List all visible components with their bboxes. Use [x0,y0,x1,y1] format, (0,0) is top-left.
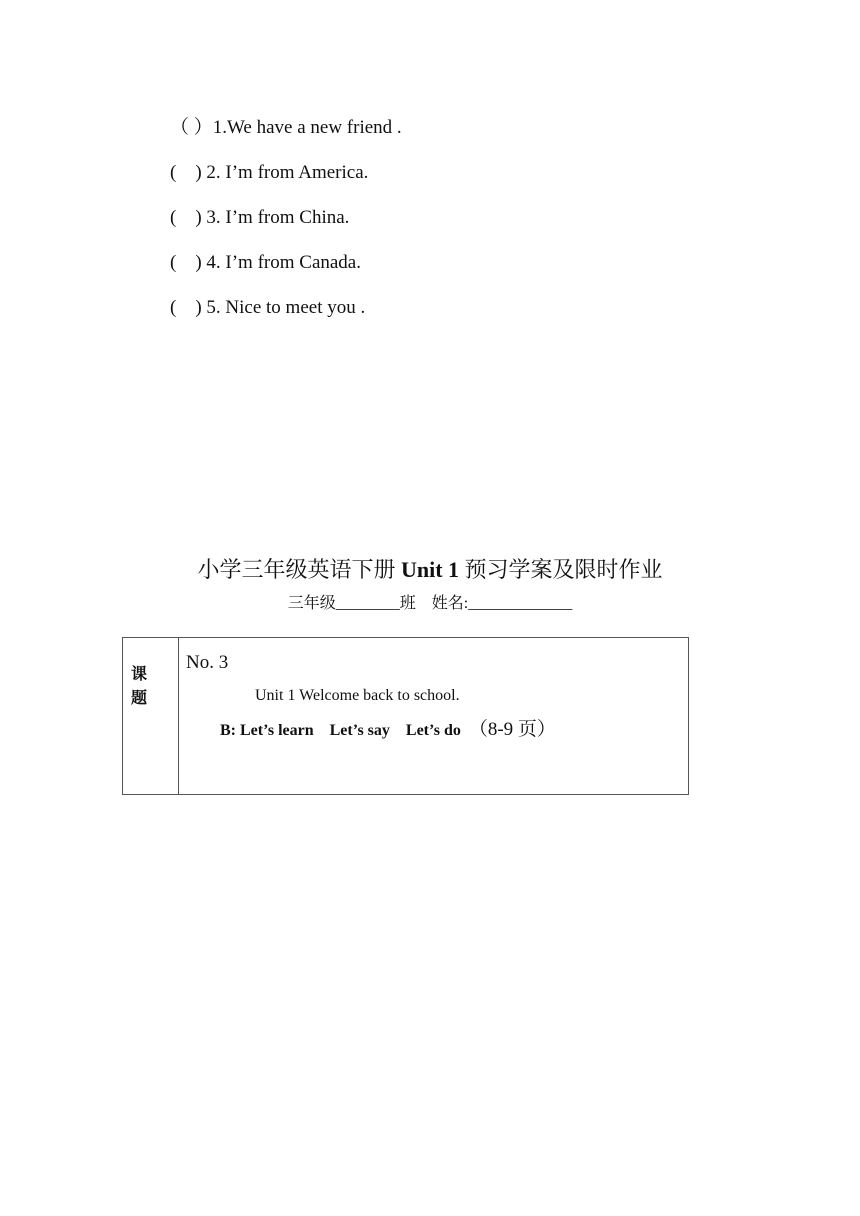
page-range: （8-9 页） [468,719,556,740]
topic-label: 课题 [131,664,148,707]
question-2: ( ) 2. I’m from America. [170,162,369,183]
worksheet-title [0,556,860,584]
lesson-parts: B: Let’s learn Let’s say Let’s do [220,722,461,739]
unit-title: Unit 1 Welcome back to school. [255,687,460,704]
title-suffix: 预习学案及限时作业 [459,557,663,582]
title-unit: Unit 1 [400,557,460,582]
question-5: ( ) 5. Nice to meet you . [170,297,366,318]
table-divider [178,638,179,794]
lesson-number: No. 3 [186,652,229,673]
class-name-line: 三年级________班 姓名:_____________ [287,595,573,612]
topic-table [122,637,689,795]
lesson-sections [220,718,556,743]
question-4: ( ) 4. I’m from Canada. [170,252,361,273]
question-1: （ ）1.We have a new friend . [170,117,402,138]
question-3: ( ) 3. I’m from China. [170,207,350,228]
title-prefix: 小学三年级英语下册 [197,557,401,582]
